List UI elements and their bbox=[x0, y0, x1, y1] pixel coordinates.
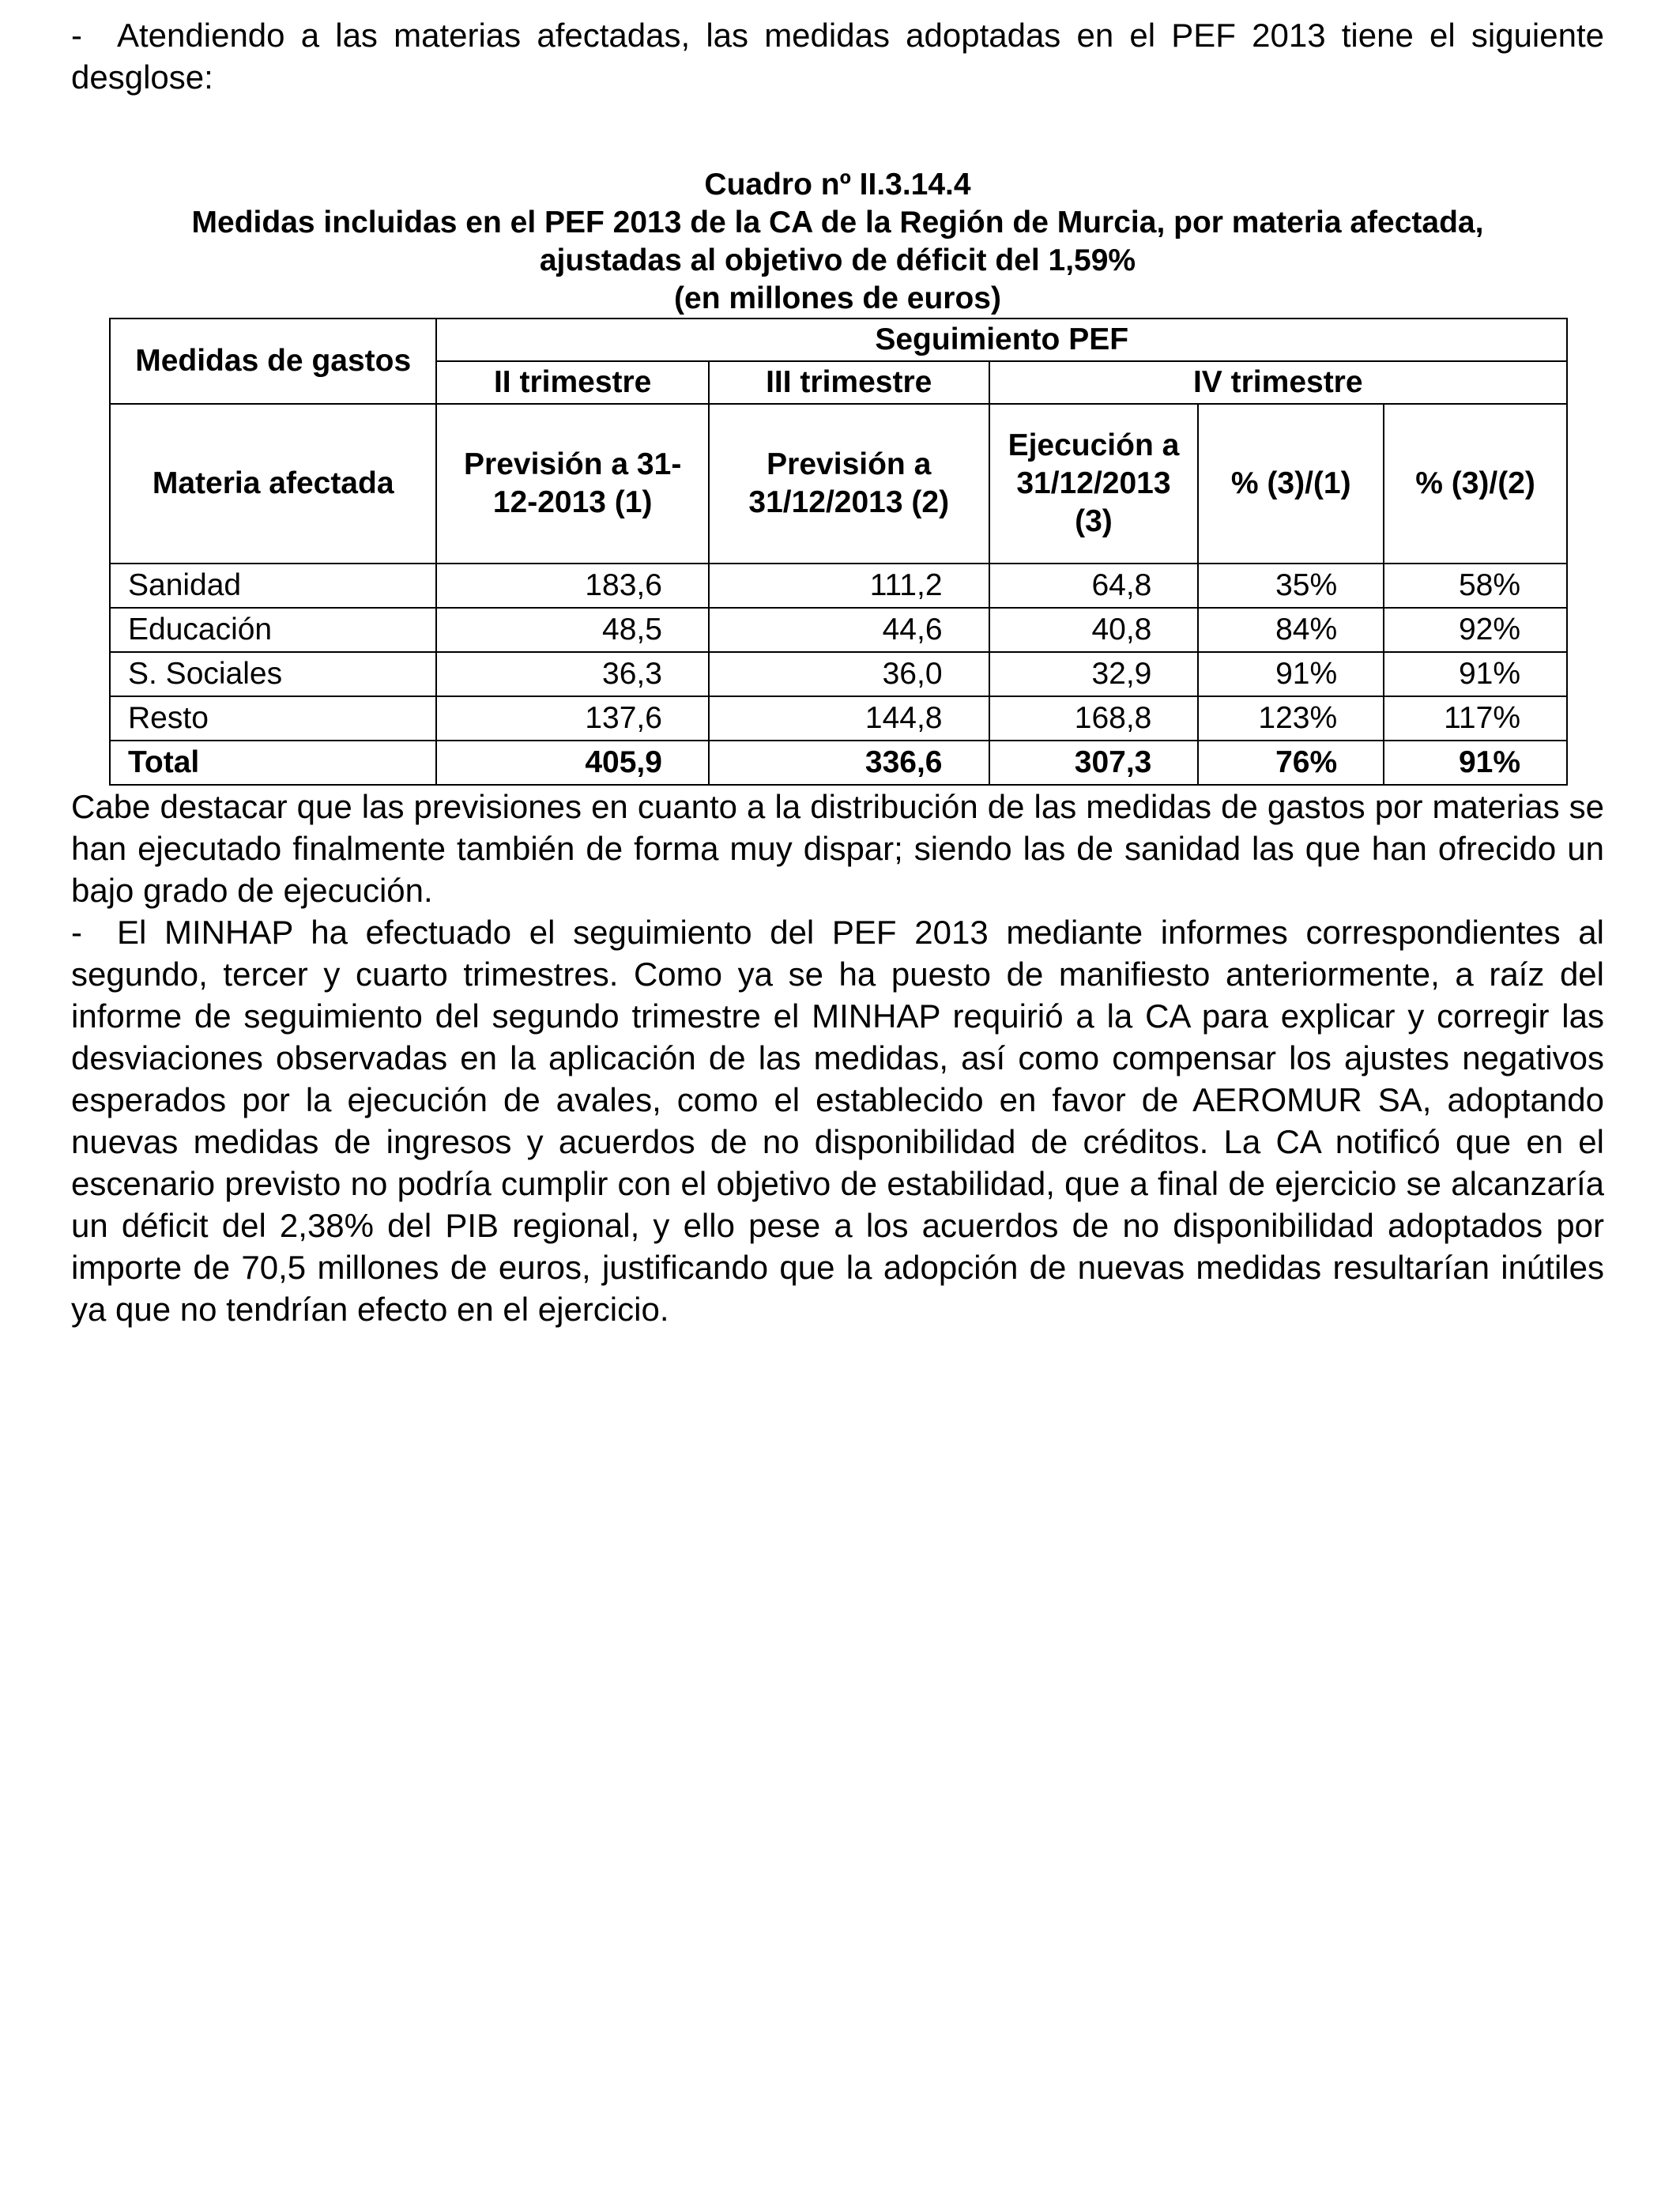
row-label: Educación bbox=[110, 608, 436, 652]
cell-value: 137,6 bbox=[436, 696, 709, 741]
minhap-dash: - bbox=[71, 914, 82, 951]
cell-value: 48,5 bbox=[436, 608, 709, 652]
paragraph-minhap bbox=[71, 911, 1604, 1330]
intro-text: Atendiendo a las materias afectadas, las medidas adoptadas en el PEF 2013 tiene el siguiente desglose: bbox=[71, 17, 1604, 96]
cell-value: 44,6 bbox=[709, 608, 989, 652]
caption-number: Cuadro nº II.3.14.4 bbox=[704, 168, 971, 202]
cell-value: 84% bbox=[1198, 608, 1384, 652]
table-row bbox=[110, 608, 1567, 652]
cell-value: 64,8 bbox=[989, 564, 1199, 608]
intro-dash: - bbox=[71, 17, 82, 54]
cell-value: 117% bbox=[1384, 696, 1567, 741]
column-header: Ejecución a 31/12/2013 (3) bbox=[989, 404, 1199, 564]
cell-value: 35% bbox=[1198, 564, 1384, 608]
total-label: Total bbox=[110, 741, 436, 785]
cell-value: 144,8 bbox=[709, 696, 989, 741]
column-header: Previsión a 31-12-2013 (1) bbox=[436, 404, 709, 564]
table-row bbox=[110, 652, 1567, 696]
total-value: 76% bbox=[1198, 741, 1384, 785]
row-label: Resto bbox=[110, 696, 436, 741]
table-header-row-1 bbox=[110, 319, 1567, 361]
total-value: 405,9 bbox=[436, 741, 709, 785]
caption-title-line2: ajustadas al objetivo de déficit del 1,59% bbox=[539, 243, 1136, 277]
period-header-iii: III trimestre bbox=[709, 361, 989, 404]
column-header: Previsión a 31/12/2013 (2) bbox=[709, 404, 989, 564]
table-total-row bbox=[110, 741, 1567, 785]
cell-value: 123% bbox=[1198, 696, 1384, 741]
cell-value: 91% bbox=[1198, 652, 1384, 696]
corner-header-bottom: Materia afectada bbox=[110, 404, 436, 564]
document-page bbox=[71, 14, 1604, 1330]
cell-value: 58% bbox=[1384, 564, 1567, 608]
group-header: Seguimiento PEF bbox=[436, 319, 1567, 361]
cell-value: 111,2 bbox=[709, 564, 989, 608]
paragraph-distribution: Cabe destacar que las previsiones en cuanto a la distribución de las medidas de gastos por materias se han ejecutado finalmente también de forma muy dispar; siendo las de sanidad las que han ofrecido un bajo grado de ejecución. bbox=[71, 788, 1604, 909]
cell-value: 92% bbox=[1384, 608, 1567, 652]
total-value: 336,6 bbox=[709, 741, 989, 785]
cell-value: 91% bbox=[1384, 652, 1567, 696]
total-value: 307,3 bbox=[989, 741, 1199, 785]
minhap-text: El MINHAP ha efectuado el seguimiento del PEF 2013 mediante informes correspondientes al segundo, tercer y cuarto trimestres. Como ya se ha puesto de manifiesto anteriormente, a raíz del informe de seguimiento del segundo trimestre el MINHAP requirió a la CA para explicar y corregir las desviaciones observadas en la aplicación de las medidas, así como compensar los ajustes negativos esperados por la ejecución de avales, como el establecido en favor de AEROMUR SA, adoptando nuevas medidas de ingresos y acuerdos de no disponibilidad de créditos. La CA notificó que en el escenario previsto no podría cumplir con el objetivo de estabilidad, que a final de ejercicio se alcanzaría un déficit del 2,38% del PIB regional, y ello pese a los acuerdos de no disponibilidad adoptados por importe de 70,5 millones de euros, justificando que la adopción de nuevas medidas resultarían inútiles ya que no tendrían efecto en el ejercicio. bbox=[71, 914, 1604, 1328]
cell-value: 32,9 bbox=[989, 652, 1199, 696]
table-row bbox=[110, 696, 1567, 741]
total-value: 91% bbox=[1384, 741, 1567, 785]
cell-value: 36,3 bbox=[436, 652, 709, 696]
table-header-row-3 bbox=[110, 404, 1567, 564]
intro-paragraph bbox=[71, 14, 1604, 98]
table-caption bbox=[71, 166, 1604, 318]
caption-title-line1: Medidas incluidas en el PEF 2013 de la CA de la Región de Murcia, por materia afectada, bbox=[191, 205, 1484, 239]
period-header-iv: IV trimestre bbox=[989, 361, 1567, 404]
row-label: Sanidad bbox=[110, 564, 436, 608]
measures-table bbox=[109, 318, 1568, 786]
column-header: % (3)/(1) bbox=[1198, 404, 1384, 564]
column-header: % (3)/(2) bbox=[1384, 404, 1567, 564]
cell-value: 40,8 bbox=[989, 608, 1199, 652]
table-row bbox=[110, 564, 1567, 608]
caption-units: (en millones de euros) bbox=[674, 281, 1001, 315]
cell-value: 183,6 bbox=[436, 564, 709, 608]
cell-value: 168,8 bbox=[989, 696, 1199, 741]
row-label: S. Sociales bbox=[110, 652, 436, 696]
corner-header-top: Medidas de gastos bbox=[110, 319, 436, 404]
cell-value: 36,0 bbox=[709, 652, 989, 696]
period-header-ii: II trimestre bbox=[436, 361, 709, 404]
